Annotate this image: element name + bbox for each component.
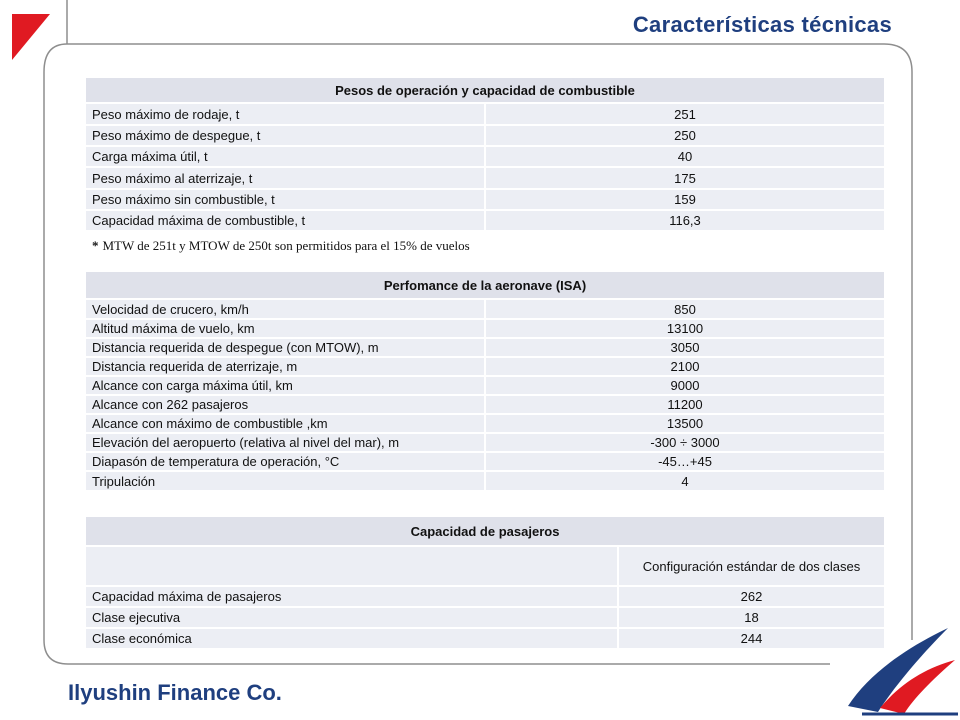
weights-table-title: Pesos de operación y capacidad de combustible <box>85 77 885 103</box>
row-value: 13100 <box>485 319 885 338</box>
table-row <box>85 299 885 319</box>
row-value: 18 <box>618 607 885 628</box>
table-row <box>85 414 885 433</box>
row-label: Capacidad máxima de combustible, t <box>85 210 485 231</box>
row-value: 251 <box>485 103 885 125</box>
table-row <box>85 471 885 491</box>
row-value: 11200 <box>485 395 885 414</box>
row-label: Peso máximo al aterrizaje, t <box>85 167 485 189</box>
weights-footnote <box>92 238 470 254</box>
row-label: Peso máximo sin combustible, t <box>85 189 485 210</box>
table-row <box>85 452 885 471</box>
page-title: Características técnicas <box>632 12 892 37</box>
row-label: Altitud máxima de vuelo, km <box>85 319 485 338</box>
row-label: Alcance con carga máxima útil, km <box>85 376 485 395</box>
row-label: Diapasón de temperatura de operación, °C <box>85 452 485 471</box>
table-row <box>85 338 885 357</box>
config-header-cell: Configuración estándar de dos clases <box>618 546 885 586</box>
row-value: 250 <box>485 125 885 146</box>
table-row <box>85 189 885 210</box>
row-label: Elevación del aeropuerto (relativa al nivel del mar), m <box>85 433 485 452</box>
table-row <box>85 125 885 146</box>
row-label: Distancia requerida de despegue (con MTOW), m <box>85 338 485 357</box>
row-label: Clase ejecutiva <box>85 607 618 628</box>
config-header-row <box>85 546 885 586</box>
row-value: 3050 <box>485 338 885 357</box>
table-row <box>85 586 885 607</box>
row-label: Tripulación <box>85 471 485 491</box>
row-value: 116,3 <box>485 210 885 231</box>
table-row <box>85 433 885 452</box>
row-value: 9000 <box>485 376 885 395</box>
row-label: Velocidad de crucero, km/h <box>85 299 485 319</box>
row-value: 159 <box>485 189 885 210</box>
row-value: 244 <box>618 628 885 649</box>
table-row <box>85 146 885 167</box>
row-label: Capacidad máxima de pasajeros <box>85 586 618 607</box>
row-label: Alcance con máximo de combustible ,km <box>85 414 485 433</box>
row-value: 850 <box>485 299 885 319</box>
row-label: Peso máximo de despegue, t <box>85 125 485 146</box>
table-row <box>85 167 885 189</box>
row-label: Peso máximo de rodaje, t <box>85 103 485 125</box>
row-label: Clase económica <box>85 628 618 649</box>
row-value: 13500 <box>485 414 885 433</box>
table-row <box>85 357 885 376</box>
row-value: 262 <box>618 586 885 607</box>
table-row <box>85 319 885 338</box>
performance-table <box>84 270 886 492</box>
config-header-empty-cell <box>85 546 618 586</box>
weights-table <box>84 76 886 232</box>
table-row <box>85 607 885 628</box>
passengers-table-title: Capacidad de pasajeros <box>85 516 885 546</box>
table-row <box>85 103 885 125</box>
corner-logo-icon <box>12 14 50 60</box>
row-value: 2100 <box>485 357 885 376</box>
company-name: Ilyushin Finance Co. <box>68 680 282 705</box>
performance-table-title: Perfomance de la aeronave (ISA) <box>85 271 885 299</box>
row-value: 40 <box>485 146 885 167</box>
passengers-table <box>84 515 886 650</box>
table-row <box>85 210 885 231</box>
footnote-text: MTW de 251t y MTOW de 250t son permitidos para el 15% de vuelos <box>102 238 470 253</box>
row-label: Carga máxima útil, t <box>85 146 485 167</box>
row-value: -45…+45 <box>485 452 885 471</box>
row-label: Distancia requerida de aterrizaje, m <box>85 357 485 376</box>
row-value: 4 <box>485 471 885 491</box>
row-value: -300 ÷ 3000 <box>485 433 885 452</box>
footnote-star: * <box>92 238 99 253</box>
table-row <box>85 395 885 414</box>
table-row <box>85 628 885 649</box>
row-label: Alcance con 262 pasajeros <box>85 395 485 414</box>
row-value: 175 <box>485 167 885 189</box>
table-row <box>85 376 885 395</box>
